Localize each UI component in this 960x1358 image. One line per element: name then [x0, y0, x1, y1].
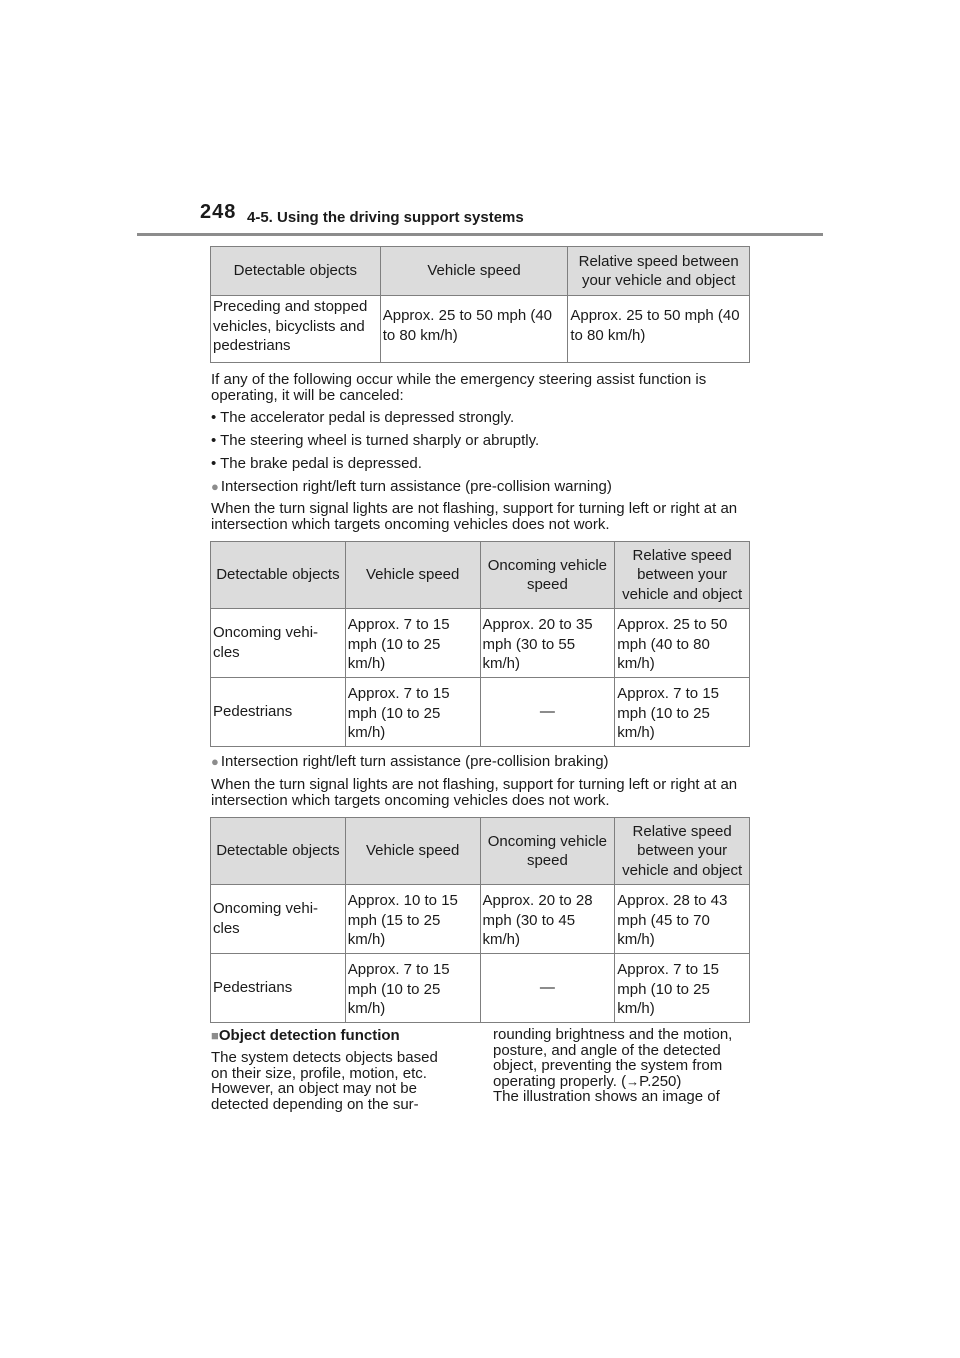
square-bullet-icon: ■ [211, 1028, 219, 1043]
table-cell: Oncoming vehi-cles [211, 885, 346, 954]
table-cell: Approx. 7 to 15 mph (10 to 25 km/h) [615, 678, 750, 747]
table-row [211, 678, 750, 747]
table-cell: Approx. 10 to 15 mph (15 to 25 km/h) [345, 885, 480, 954]
table-header: Vehicle speed [345, 818, 480, 885]
arrow-icon: → [626, 1073, 640, 1089]
table-cell: Approx. 25 to 50 mph (40 to 80 km/h) [380, 296, 568, 363]
table-header: Oncoming vehicle speed [480, 542, 615, 609]
table-row [211, 296, 750, 363]
table-header: Oncoming vehicle speed [480, 818, 615, 885]
braking-description: When the turn signal lights are not flashing, support for turning left or right at an intersection which targets oncoming vehicles does not work. [211, 776, 738, 809]
table-header: Relative speed between your vehicle and object [615, 818, 750, 885]
object-detection-left-column [211, 1050, 438, 1112]
table-cell: Approx. 7 to 15 mph (10 to 25 km/h) [345, 609, 480, 678]
table-header: Relative speed between your vehicle and object [568, 247, 750, 296]
object-detection-heading-text: Object detection function [218, 1027, 400, 1044]
table-cell: Pedestrians [211, 954, 346, 1023]
table-cell: Approx. 25 to 50 mph (40 to 80 km/h) [568, 296, 750, 363]
bullet-icon: ● [211, 479, 219, 494]
list-item: • The accelerator pedal is depressed strongly. [211, 409, 515, 426]
table-cell: Approx. 25 to 50 mph (40 to 80 km/h) [615, 609, 750, 678]
text-fragment: operating properly. ( [493, 1072, 627, 1090]
table-cell: — [480, 954, 615, 1023]
table-header: Relative speed between your vehicle and object [615, 542, 750, 609]
cancel-conditions-text: If any of the following occur while the emergency steering assist function is operating, it will be canceled: [211, 371, 707, 404]
pre-collision-warning-table [210, 541, 750, 747]
warning-description: When the turn signal lights are not flashing, support for turning left or right at an intersection which targets oncoming vehicles does not work. [211, 500, 738, 533]
text-line: on their size, profile, motion, etc. [211, 1064, 427, 1082]
list-item: • The steering wheel is turned sharply or abruptly. [211, 432, 540, 449]
warning-heading-text: Intersection right/left turn assistance (pre-collision warning) [220, 478, 612, 495]
page-reference-link[interactable]: P.250) [639, 1072, 682, 1090]
bullet-icon: ● [211, 754, 219, 769]
table-row [211, 885, 750, 954]
table-header: Vehicle speed [380, 247, 568, 296]
table-cell: Approx. 20 to 28 mph (30 to 45 km/h) [480, 885, 615, 954]
table-row [211, 609, 750, 678]
table-cell: Approx. 7 to 15 mph (10 to 25 km/h) [345, 954, 480, 1023]
table-cell: Approx. 28 to 43 mph (45 to 70 km/h) [615, 885, 750, 954]
text-line: object, preventing the system from [493, 1057, 723, 1074]
table-header: Detectable objects [211, 818, 346, 885]
table-header: Detectable objects [211, 542, 346, 609]
table-cell: — [480, 678, 615, 747]
table-row [211, 954, 750, 1023]
warning-heading [211, 478, 612, 495]
pre-collision-braking-table [210, 817, 750, 1023]
braking-heading [211, 753, 609, 770]
text-line: However, an object may not be [211, 1080, 417, 1097]
table-cell: Oncoming vehi-cles [211, 609, 346, 678]
text-line: The illustration shows an image of [493, 1088, 720, 1105]
page-number: 248 [200, 201, 237, 223]
header-divider [137, 233, 823, 236]
text-line: rounding brightness and the motion, [493, 1026, 733, 1043]
table-cell: Approx. 7 to 15 mph (10 to 25 km/h) [345, 678, 480, 747]
object-detection-right-column [493, 1027, 732, 1105]
table-header: Vehicle speed [345, 542, 480, 609]
object-detection-heading [211, 1027, 400, 1044]
table-cell: Approx. 20 to 35 mph (30 to 55 km/h) [480, 609, 615, 678]
emergency-steering-table [210, 246, 750, 363]
text-line: detected depending on the sur- [211, 1095, 419, 1113]
text-line [493, 1074, 732, 1090]
table-cell: Pedestrians [211, 678, 346, 747]
braking-heading-text: Intersection right/left turn assistance (pre-collision braking) [220, 753, 609, 770]
list-item: • The brake pedal is depressed. [211, 455, 422, 472]
text-line: The system detects objects based [211, 1049, 438, 1066]
section-title: 4-5. Using the driving support systems [247, 209, 524, 226]
table-cell: Preceding and stopped vehicles, bicyclists and pedestrians [211, 296, 381, 363]
table-header: Detectable objects [211, 247, 381, 296]
table-cell: Approx. 7 to 15 mph (10 to 25 km/h) [615, 954, 750, 1023]
text-line: posture, and angle of the detected [493, 1041, 721, 1059]
